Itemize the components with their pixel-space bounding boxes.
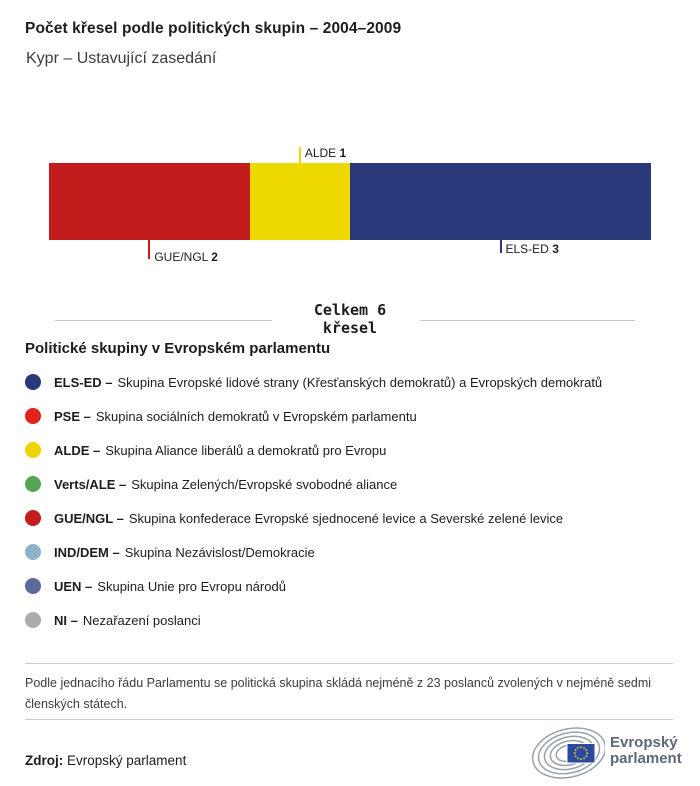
legend-abbr: PSE –: [54, 408, 91, 424]
legend-item-pse: [25, 399, 602, 433]
legend-item-uen: [25, 569, 602, 603]
legend-desc: Skupina konfederace Evropské sjednocené levice a Severské zelené levice: [128, 510, 564, 526]
ep-hemicycle-icon: [525, 726, 605, 782]
legend-item-ind-dem: [25, 535, 602, 569]
legend-dot-alde-icon: [25, 442, 41, 458]
ep-logo-text-line1: Evropský: [610, 734, 678, 751]
legend-abbr: UEN –: [54, 578, 93, 594]
legend-abbr: NI –: [54, 612, 78, 628]
legend-dot-gue-ngl-icon: [25, 510, 41, 526]
callout-label-els-ed: ELS-ED 3: [505, 242, 559, 256]
total-seats-line2: křesel: [322, 319, 378, 337]
source-value: Evropský parlament: [67, 753, 187, 768]
legend-desc: Skupina Aliance liberálů a demokratů pro Evropu: [105, 442, 387, 458]
source-line: [25, 753, 186, 768]
legend-dot-els-ed-icon: [25, 374, 41, 390]
legend-abbr: ELS-ED –: [54, 374, 113, 390]
legend-item-verts-ale: [25, 467, 602, 501]
ep-logo: [525, 726, 693, 782]
divider-top: [25, 663, 673, 664]
total-divider-right: [420, 320, 635, 321]
legend-desc: Nezařazení poslanci: [82, 612, 201, 628]
legend-dot-uen-icon: [25, 578, 41, 594]
total-seats-label: [0, 301, 700, 337]
legend-desc: Skupina Evropské lidové strany (Křesťanských demokratů) a Evropských demokratů: [117, 374, 603, 390]
callout-tick-els-ed: [500, 240, 502, 253]
legend-item-alde: [25, 433, 602, 467]
legend-desc: Skupina sociálních demokratů v Evropském parlamentu: [95, 408, 417, 424]
eu-flag-icon: [567, 744, 595, 764]
legend-item-gue-ngl: [25, 501, 602, 535]
legend-dot-pse-icon: [25, 408, 41, 424]
callout-tick-gue-ngl: [148, 240, 150, 259]
bar-segment-alde: [250, 163, 350, 240]
legend-abbr: GUE/NGL –: [54, 510, 124, 526]
legend-dot-ni-icon: [25, 612, 41, 628]
ep-logo-text-line2: parlament: [610, 750, 682, 767]
legend-dot-verts-ale-icon: [25, 476, 41, 492]
bar-segment-els-ed: [350, 163, 651, 240]
legend-dot-ind-dem-icon: [25, 544, 41, 560]
legend-desc: Skupina Unie pro Evropu národů: [97, 578, 286, 594]
bar-segment-gue-ngl: [49, 163, 250, 240]
legend-desc: Skupina Nezávislost/Demokracie: [124, 544, 315, 560]
total-seats-line1: Celkem 6: [313, 301, 387, 319]
legend-abbr: IND/DEM –: [54, 544, 120, 560]
callout-label-gue-ngl: GUE/NGL 2: [154, 250, 218, 264]
legend-heading: Politické skupiny v Evropském parlamentu: [25, 340, 331, 357]
divider-bottom: [25, 719, 673, 720]
ep-logo-text: [610, 735, 682, 767]
legend-desc: Skupina Zelených/Evropské svobodné aliance: [131, 476, 398, 492]
legend-abbr: Verts/ALE –: [54, 476, 127, 492]
page-subtitle: Kypr – Ustavující zasedání: [26, 50, 217, 67]
callout-label-alde: ALDE 1: [304, 146, 347, 160]
footnote: Podle jednacího řádu Parlamentu se politická skupina skládá nejméně z 23 poslanců zvolených v nejméně sedmi členských státech.: [25, 676, 652, 711]
callout-tick-alde: [299, 147, 301, 163]
legend: [25, 365, 602, 637]
stacked-bar: [49, 163, 651, 240]
legend-item-els-ed: [25, 365, 602, 399]
legend-item-ni: [25, 603, 602, 637]
legend-abbr: ALDE –: [54, 442, 101, 458]
seats-stacked-bar-chart: [49, 146, 651, 264]
source-label: Zdroj:: [25, 753, 64, 768]
page-title: Počet křesel podle politických skupin – 2004–2009: [25, 20, 402, 37]
